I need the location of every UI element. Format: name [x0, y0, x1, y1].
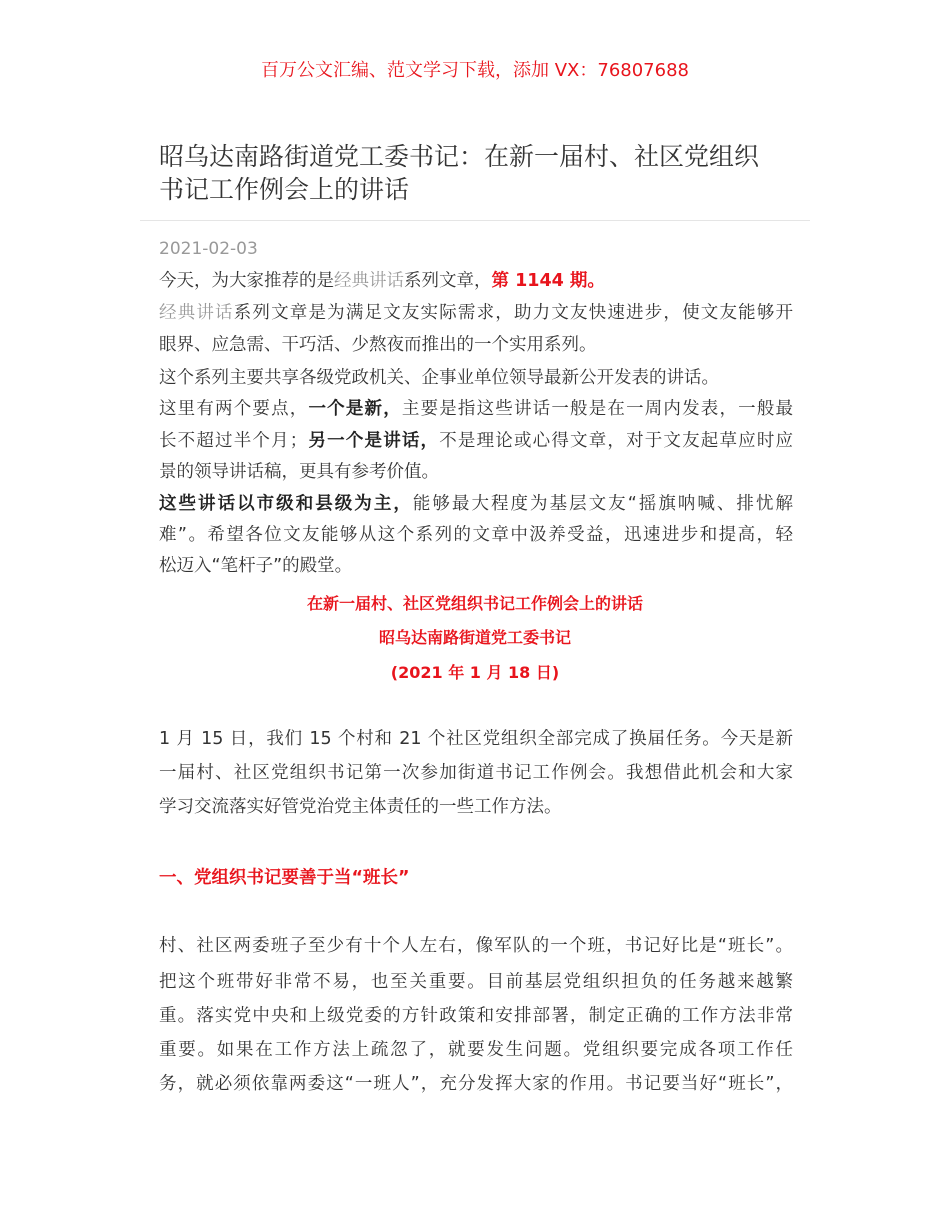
- text: 系列文章，: [404, 271, 492, 291]
- intro-line: [159, 398, 793, 420]
- intro-line: 松迈入“笔杆子”的殿堂。: [159, 556, 353, 576]
- para-line: 把这个班带好非常不易，也至关重要。目前基层党组织担负的任务越来越繁: [159, 972, 793, 992]
- bold-text: 一个是新，: [308, 399, 402, 419]
- speech-title: 在新一届村、社区党组织书记工作例会上的讲话: [306, 594, 643, 613]
- para-line: 一届村、社区党组织书记第一次参加街道书记工作例会。我想借此机会和大家: [159, 763, 793, 783]
- intro-line: [159, 302, 793, 324]
- text: 系列文章是为满足文友实际需求，助力文友快速进步，使文友能够开: [233, 303, 793, 323]
- series-name: 经典讲话: [334, 271, 404, 291]
- intro-line: [159, 270, 793, 292]
- text: 不是理论或心得文章，对于文友起草应时应: [439, 431, 793, 451]
- text: 今天，为大家推荐的是: [159, 271, 334, 291]
- bold-text: 这些讲话以市级和县级为主，: [159, 494, 413, 514]
- intro-line: 眼界、应急需、干巧活、少熬夜而推出的一个实用系列。: [159, 335, 597, 355]
- text: 这里有两个要点，: [159, 399, 309, 419]
- title-divider: [140, 220, 810, 221]
- section-heading: 一、党组织书记要善于当“班长”: [159, 868, 410, 888]
- speech-speaker: 昭乌达南路街道党工委书记: [378, 628, 571, 647]
- para-line: 重要。如果在工作方法上疏忽了，就要发生问题。党组织要完成各项工作任: [159, 1040, 793, 1060]
- intro-line: 景的领导讲话稿，更具有参考价值。: [159, 462, 439, 482]
- para-line: 务，就必须依靠两委这“一班人”，充分发挥大家的作用。书记要当好“班长”，: [159, 1074, 793, 1094]
- text: 能够最大程度为基层文友“摇旗呐喊、排忧解: [412, 494, 793, 514]
- intro-line: [159, 430, 793, 452]
- text: 长不超过半个月；: [159, 431, 308, 451]
- intro-line: 难”。希望各位文友能够从这个系列的文章中汲养受益，迅速进步和提高，轻: [159, 525, 793, 545]
- speech-date: (2021 年 1 月 18 日): [390, 663, 560, 682]
- intro-line: [159, 493, 793, 515]
- para-line: 1 月 15 日，我们 15 个村和 21 个社区党组织全部完成了换届任务。今天是新: [159, 729, 793, 749]
- para-line: 村、社区两委班子至少有十个人左右，像军队的一个班，书记好比是“班长”。: [159, 936, 793, 956]
- series-name: 经典讲话: [159, 303, 234, 323]
- para-line: 学习交流落实好管党治党主体责任的一些工作方法。: [159, 797, 562, 817]
- article-title-line: 书记工作例会上的讲话: [159, 175, 410, 204]
- para-line: 重。落实党中央和上级党委的方针政策和安排部署，制定正确的工作方法非常: [159, 1006, 793, 1026]
- intro-line: 这个系列主要共享各级党政机关、企事业单位领导最新公开发表的讲话。: [159, 368, 719, 388]
- issue-number: 第 1144 期。: [491, 271, 605, 291]
- bold-text: 另一个是讲话，: [307, 431, 440, 451]
- publish-date: 2021-02-03: [159, 239, 258, 259]
- article-title-line: 昭乌达南路街道党工委书记：在新一届村、社区党组织: [159, 142, 760, 171]
- text: 主要是指这些讲话一般是在一周内发表，一般最: [401, 399, 793, 419]
- header-banner: 百万公文汇编、范文学习下载，添加 VX：76807688: [261, 60, 689, 81]
